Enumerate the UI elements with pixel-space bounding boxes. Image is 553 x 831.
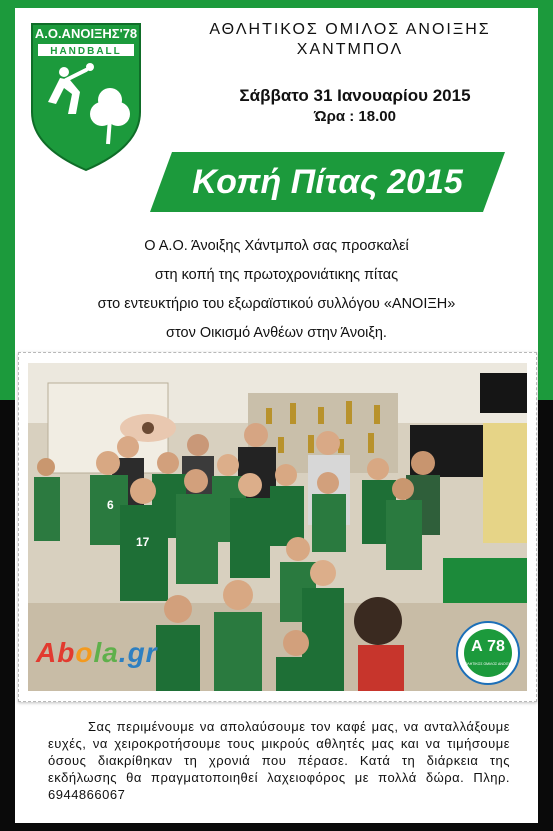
a78-badge bbox=[456, 621, 520, 685]
frame-top-edge bbox=[0, 0, 553, 8]
invitation-line: στον Οικισμό Ανθέων στην Άνοιξη. bbox=[166, 325, 387, 341]
event-date: Σάββατο 31 Ιανουαρίου 2015 bbox=[239, 86, 471, 105]
invitation-text bbox=[30, 232, 523, 348]
abola-part: .gr bbox=[118, 637, 158, 668]
photo-frame bbox=[18, 352, 537, 702]
abola-part: la bbox=[93, 637, 119, 668]
abola-watermark bbox=[36, 637, 158, 669]
invitation-line: στο εντευκτήριο του εξωραϊστικού συλλόγου «ΑΝΟΙΞΗ» bbox=[97, 296, 456, 312]
jersey-number: 17 bbox=[136, 535, 150, 549]
club-name-line1: ΑΘΛΗΤΙΚΟΣ ΟΜΙΛΟΣ ΑΝΟΙΞΗΣ bbox=[209, 21, 491, 38]
club-name-line2: ΧΑΝΤΜΠΟΛ bbox=[296, 41, 404, 58]
frame-bottom-edge bbox=[0, 823, 553, 831]
badge-text: Α 78 bbox=[471, 638, 505, 655]
badge-subtext: ΑΘΛΗΤΙΚΟΣ ΟΜΙΛΟΣ ΑΝΟΙΞΗΣ bbox=[462, 662, 514, 666]
abola-part: Ab bbox=[36, 637, 76, 668]
invitation-line: στη κοπή της πρωτοχρονιάτικης πίτας bbox=[154, 267, 399, 283]
club-name bbox=[165, 20, 535, 60]
club-logo bbox=[30, 22, 142, 172]
jersey-number: 6 bbox=[107, 498, 114, 512]
footer-text: Σας περιμένουμε να απολαύσουμε τον καφέ μας, να ανταλλάξουμε ευχές, να χειροκροτήσουμε τους μικρούς αθλητές μας και να τιμήσουμε όσους διακρίθηκαν τη χρονιά που πέρασε. Κατά τη διάρκεια της εκδήλωσης θα πραγματοποιηθεί λαχειοφόρος με πολλά δώρα. Πληρ. 6944866067 bbox=[48, 719, 510, 802]
team-photo bbox=[28, 363, 527, 691]
abola-part: o bbox=[75, 637, 94, 668]
invitation-line: Ο Α.Ο. Άνοιξης Χάντμπολ σας προσκαλεί bbox=[144, 238, 409, 254]
logo-sport: HANDBALL bbox=[50, 46, 122, 57]
event-time: Ώρα : 18.00 bbox=[314, 108, 396, 125]
event-title-banner bbox=[150, 152, 505, 212]
event-title: Κοπή Πίτας 2015 bbox=[192, 163, 463, 201]
logo-text: Α.Ο.ΑΝΟΙΞΗΣ'78 bbox=[34, 26, 138, 41]
